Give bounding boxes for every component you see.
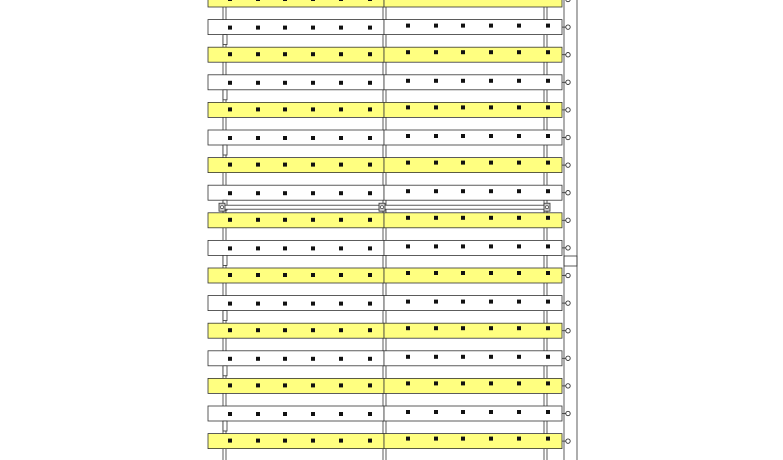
square-dot-icon [368, 383, 372, 387]
square-dot-icon [256, 136, 260, 140]
square-dot-icon [517, 216, 521, 220]
board-right [384, 130, 562, 145]
square-dot-icon [228, 52, 232, 56]
bolt-icon [566, 218, 570, 222]
square-dot-icon [489, 244, 493, 248]
shelf-row-6 [208, 130, 570, 155]
square-dot-icon [228, 81, 232, 85]
board-right [384, 185, 562, 200]
square-dot-icon [489, 410, 493, 414]
square-dot-icon [283, 218, 287, 222]
square-dot-icon [406, 437, 410, 441]
square-dot-icon [406, 381, 410, 385]
board-right [384, 20, 562, 35]
board-left [208, 75, 384, 90]
square-dot-icon [339, 163, 343, 167]
square-dot-icon [517, 189, 521, 193]
square-dot-icon [228, 357, 232, 361]
square-dot-icon [406, 355, 410, 359]
square-dot-icon [406, 161, 410, 165]
square-dot-icon [368, 218, 372, 222]
square-dot-icon [461, 50, 465, 54]
shelf-row-11 [208, 268, 570, 283]
square-dot-icon [283, 302, 287, 306]
square-dot-icon [461, 161, 465, 165]
square-dot-icon [228, 328, 232, 332]
square-dot-icon [283, 246, 287, 250]
square-dot-icon [368, 52, 372, 56]
bracket-icon [223, 255, 227, 265]
bolt-icon [566, 301, 570, 305]
shelf-row-10 [208, 240, 570, 265]
square-dot-icon [546, 271, 550, 275]
board-left [208, 213, 384, 228]
square-dot-icon [461, 271, 465, 275]
bolt-icon [566, 163, 570, 167]
square-dot-icon [434, 79, 438, 83]
board-left [208, 296, 384, 311]
square-dot-icon [228, 107, 232, 111]
square-dot-icon [546, 244, 550, 248]
square-dot-icon [434, 134, 438, 138]
square-dot-icon [339, 26, 343, 30]
shelf-row-9 [208, 213, 570, 228]
bolt-icon [566, 329, 570, 333]
square-dot-icon [339, 0, 343, 1]
shelf-row-1 [208, 0, 570, 7]
square-dot-icon [546, 161, 550, 165]
square-dot-icon [283, 0, 287, 1]
square-dot-icon [406, 300, 410, 304]
square-dot-icon [339, 412, 343, 416]
square-dot-icon [368, 273, 372, 277]
board-left [208, 323, 384, 338]
shelf-row-3 [208, 47, 570, 62]
square-dot-icon [228, 412, 232, 416]
square-dot-icon [461, 437, 465, 441]
square-dot-icon [368, 439, 372, 443]
bolt-icon [566, 0, 570, 2]
square-dot-icon [546, 355, 550, 359]
square-dot-icon [339, 52, 343, 56]
square-dot-icon [489, 271, 493, 275]
square-dot-icon [283, 107, 287, 111]
board-left [208, 158, 384, 173]
bolt-icon [221, 206, 224, 209]
square-dot-icon [311, 26, 315, 30]
square-dot-icon [283, 357, 287, 361]
square-dot-icon [368, 246, 372, 250]
shelf-row-5 [208, 102, 570, 117]
square-dot-icon [461, 300, 465, 304]
square-dot-icon [546, 79, 550, 83]
square-dot-icon [311, 0, 315, 1]
square-dot-icon [406, 79, 410, 83]
square-dot-icon [339, 136, 343, 140]
square-dot-icon [256, 412, 260, 416]
square-dot-icon [256, 218, 260, 222]
board-right [384, 158, 562, 173]
square-dot-icon [546, 437, 550, 441]
square-dot-icon [517, 50, 521, 54]
square-dot-icon [489, 381, 493, 385]
square-dot-icon [434, 381, 438, 385]
board-right [384, 378, 562, 393]
square-dot-icon [434, 24, 438, 28]
square-dot-icon [283, 412, 287, 416]
square-dot-icon [311, 246, 315, 250]
square-dot-icon [434, 50, 438, 54]
square-dot-icon [339, 357, 343, 361]
square-dot-icon [434, 300, 438, 304]
board-left [208, 102, 384, 117]
square-dot-icon [489, 105, 493, 109]
square-dot-icon [283, 328, 287, 332]
square-dot-icon [406, 244, 410, 248]
shelf-rows [208, 0, 570, 460]
shelf-row-15 [208, 378, 570, 393]
square-dot-icon [311, 163, 315, 167]
bracket-icon [223, 90, 227, 100]
square-dot-icon [434, 326, 438, 330]
square-dot-icon [517, 381, 521, 385]
square-dot-icon [517, 410, 521, 414]
shelf-row-4 [208, 75, 570, 100]
bolt-icon [566, 384, 570, 388]
square-dot-icon [311, 191, 315, 195]
square-dot-icon [489, 437, 493, 441]
square-dot-icon [311, 136, 315, 140]
square-dot-icon [368, 107, 372, 111]
square-dot-icon [461, 216, 465, 220]
square-dot-icon [256, 107, 260, 111]
square-dot-icon [228, 246, 232, 250]
board-left [208, 406, 384, 421]
square-dot-icon [406, 50, 410, 54]
square-dot-icon [489, 79, 493, 83]
square-dot-icon [339, 328, 343, 332]
square-dot-icon [546, 105, 550, 109]
square-dot-icon [311, 383, 315, 387]
bracket-icon [223, 145, 227, 155]
square-dot-icon [517, 271, 521, 275]
board-left [208, 47, 384, 62]
square-dot-icon [311, 81, 315, 85]
bolt-icon [566, 135, 570, 139]
square-dot-icon [517, 244, 521, 248]
square-dot-icon [517, 300, 521, 304]
bolt-icon [546, 206, 549, 209]
square-dot-icon [489, 50, 493, 54]
square-dot-icon [283, 273, 287, 277]
square-dot-icon [311, 52, 315, 56]
square-dot-icon [489, 216, 493, 220]
square-dot-icon [434, 410, 438, 414]
square-dot-icon [311, 357, 315, 361]
shelf-row-17 [208, 434, 570, 449]
square-dot-icon [311, 328, 315, 332]
square-dot-icon [283, 439, 287, 443]
board-left [208, 351, 384, 366]
square-dot-icon [311, 107, 315, 111]
square-dot-icon [461, 355, 465, 359]
square-dot-icon [256, 439, 260, 443]
square-dot-icon [489, 355, 493, 359]
square-dot-icon [256, 52, 260, 56]
square-dot-icon [517, 355, 521, 359]
square-dot-icon [517, 134, 521, 138]
square-dot-icon [256, 191, 260, 195]
square-dot-icon [406, 410, 410, 414]
shelf-row-14 [208, 351, 570, 376]
square-dot-icon [228, 302, 232, 306]
square-dot-icon [461, 79, 465, 83]
square-dot-icon [461, 410, 465, 414]
board-right [384, 213, 562, 228]
square-dot-icon [434, 189, 438, 193]
square-dot-icon [228, 439, 232, 443]
bolt-icon [566, 273, 570, 277]
square-dot-icon [406, 134, 410, 138]
board-right [384, 102, 562, 117]
square-dot-icon [283, 81, 287, 85]
square-dot-icon [517, 105, 521, 109]
square-dot-icon [311, 439, 315, 443]
square-dot-icon [517, 79, 521, 83]
square-dot-icon [406, 326, 410, 330]
square-dot-icon [461, 189, 465, 193]
square-dot-icon [406, 105, 410, 109]
square-dot-icon [546, 189, 550, 193]
square-dot-icon [406, 216, 410, 220]
square-dot-icon [461, 381, 465, 385]
square-dot-icon [283, 191, 287, 195]
board-right [384, 351, 562, 366]
square-dot-icon [339, 383, 343, 387]
square-dot-icon [339, 107, 343, 111]
square-dot-icon [311, 302, 315, 306]
square-dot-icon [489, 300, 493, 304]
square-dot-icon [256, 302, 260, 306]
square-dot-icon [228, 163, 232, 167]
bracket-icon [223, 35, 227, 45]
square-dot-icon [546, 216, 550, 220]
bolt-icon [566, 108, 570, 112]
square-dot-icon [368, 191, 372, 195]
cross-rail-group [219, 203, 550, 211]
right-frame-joint [564, 256, 577, 266]
board-left [208, 20, 384, 35]
cross-rail [219, 203, 550, 211]
square-dot-icon [461, 105, 465, 109]
square-dot-icon [546, 50, 550, 54]
square-dot-icon [339, 81, 343, 85]
square-dot-icon [256, 246, 260, 250]
bolt-icon [566, 53, 570, 57]
square-dot-icon [406, 24, 410, 28]
square-dot-icon [339, 218, 343, 222]
bolt-icon [566, 191, 570, 195]
square-dot-icon [434, 271, 438, 275]
board-left [208, 130, 384, 145]
square-dot-icon [406, 189, 410, 193]
square-dot-icon [228, 26, 232, 30]
square-dot-icon [434, 437, 438, 441]
square-dot-icon [283, 163, 287, 167]
square-dot-icon [546, 134, 550, 138]
square-dot-icon [311, 273, 315, 277]
shelf-row-2 [208, 20, 570, 45]
square-dot-icon [256, 163, 260, 167]
bracket-icon [223, 421, 227, 431]
shelf-row-12 [208, 296, 570, 321]
square-dot-icon [434, 161, 438, 165]
square-dot-icon [489, 134, 493, 138]
square-dot-icon [434, 216, 438, 220]
square-dot-icon [283, 383, 287, 387]
bracket-icon [223, 366, 227, 376]
square-dot-icon [256, 328, 260, 332]
square-dot-icon [228, 383, 232, 387]
square-dot-icon [283, 136, 287, 140]
square-dot-icon [339, 246, 343, 250]
square-dot-icon [434, 355, 438, 359]
square-dot-icon [517, 24, 521, 28]
square-dot-icon [228, 218, 232, 222]
bolt-icon [566, 356, 570, 360]
board-left [208, 378, 384, 393]
square-dot-icon [228, 191, 232, 195]
bolt-icon [381, 206, 384, 209]
bolt-icon [566, 80, 570, 84]
square-dot-icon [368, 328, 372, 332]
square-dot-icon [489, 24, 493, 28]
square-dot-icon [256, 273, 260, 277]
square-dot-icon [546, 410, 550, 414]
square-dot-icon [434, 244, 438, 248]
square-dot-icon [368, 163, 372, 167]
square-dot-icon [434, 105, 438, 109]
shelf-row-16 [208, 406, 570, 431]
square-dot-icon [256, 81, 260, 85]
shelf-row-13 [208, 323, 570, 338]
square-dot-icon [228, 0, 232, 1]
square-dot-icon [461, 326, 465, 330]
square-dot-icon [517, 437, 521, 441]
square-dot-icon [283, 52, 287, 56]
bracket-icon [223, 311, 227, 321]
board-left [208, 0, 384, 7]
square-dot-icon [339, 439, 343, 443]
square-dot-icon [461, 244, 465, 248]
shelf-row-7 [208, 158, 570, 173]
square-dot-icon [517, 326, 521, 330]
square-dot-icon [339, 191, 343, 195]
square-dot-icon [489, 161, 493, 165]
bolt-icon [566, 25, 570, 29]
board-right [384, 47, 562, 62]
square-dot-icon [368, 412, 372, 416]
square-dot-icon [406, 271, 410, 275]
square-dot-icon [228, 273, 232, 277]
square-dot-icon [311, 412, 315, 416]
board-left [208, 185, 384, 200]
board-right [384, 268, 562, 283]
square-dot-icon [368, 0, 372, 1]
square-dot-icon [368, 302, 372, 306]
board-right [384, 75, 562, 90]
board-right [384, 323, 562, 338]
square-dot-icon [368, 81, 372, 85]
square-dot-icon [546, 24, 550, 28]
square-dot-icon [283, 26, 287, 30]
board-right [384, 296, 562, 311]
square-dot-icon [256, 383, 260, 387]
square-dot-icon [368, 26, 372, 30]
square-dot-icon [546, 300, 550, 304]
square-dot-icon [546, 381, 550, 385]
board-right [384, 434, 562, 449]
square-dot-icon [256, 357, 260, 361]
board-right [384, 0, 562, 7]
board-left [208, 268, 384, 283]
board-left [208, 240, 384, 255]
square-dot-icon [546, 326, 550, 330]
bolt-icon [566, 411, 570, 415]
board-right [384, 406, 562, 421]
board-right [384, 240, 562, 255]
square-dot-icon [339, 273, 343, 277]
square-dot-icon [256, 26, 260, 30]
square-dot-icon [228, 136, 232, 140]
square-dot-icon [256, 0, 260, 1]
square-dot-icon [339, 302, 343, 306]
bolt-icon [566, 439, 570, 443]
square-dot-icon [489, 189, 493, 193]
square-dot-icon [368, 136, 372, 140]
square-dot-icon [461, 24, 465, 28]
square-dot-icon [517, 161, 521, 165]
board-left [208, 434, 384, 449]
bolt-icon [566, 246, 570, 250]
square-dot-icon [368, 357, 372, 361]
square-dot-icon [311, 218, 315, 222]
square-dot-icon [461, 134, 465, 138]
square-dot-icon [489, 326, 493, 330]
